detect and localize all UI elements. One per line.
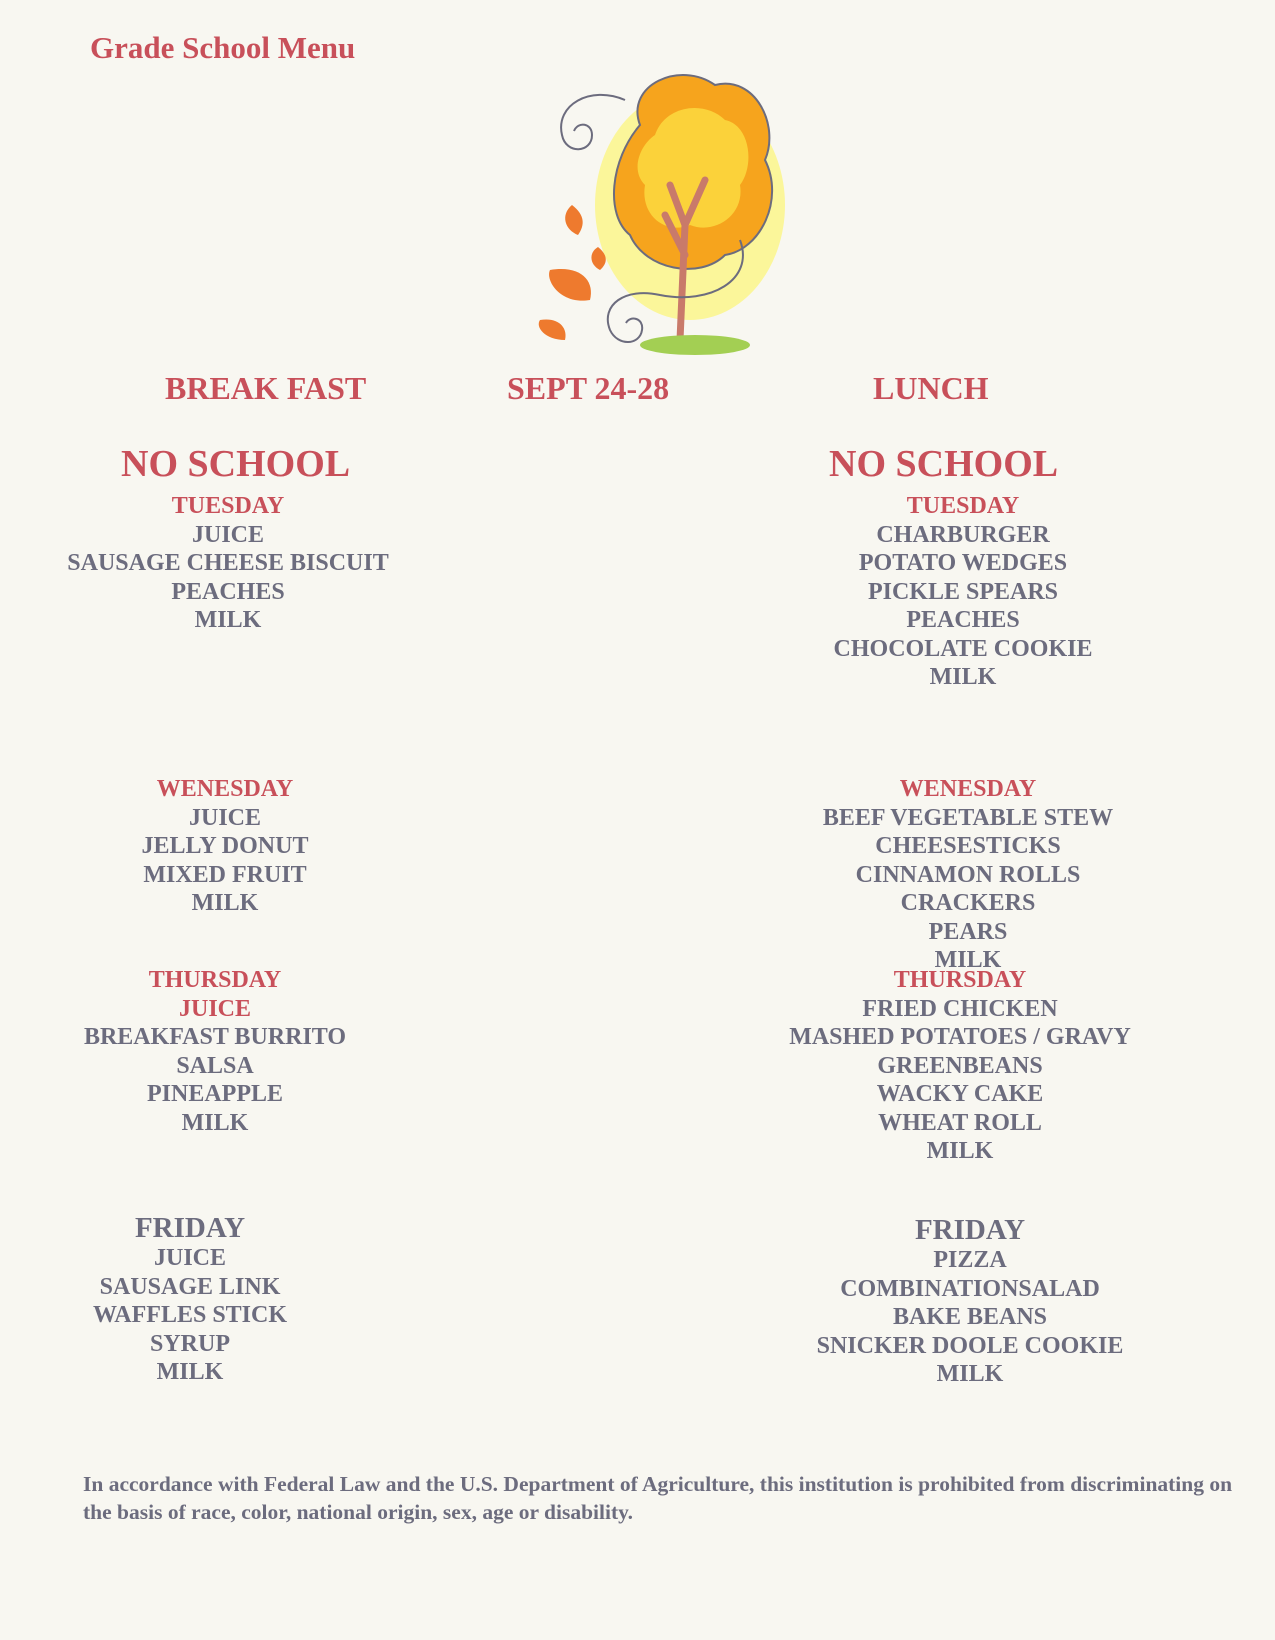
grass: [640, 335, 750, 355]
menu-item: CRACKERS: [900, 890, 1036, 916]
day-label: WENESDAY: [156, 776, 294, 802]
menu-item: SNICKER DOOLE COOKIE: [816, 1332, 1124, 1359]
menu-item: WHEAT ROLL: [878, 1109, 1042, 1136]
menu-item: PIZZA: [933, 1247, 1007, 1273]
menu-item: CINNAMON ROLLS: [855, 861, 1081, 888]
menu-item: WACKY CAKE: [876, 1081, 1044, 1107]
menu-item: PEACHES: [171, 578, 285, 605]
day-label: FRIDAY: [914, 1214, 1026, 1246]
breakfast-tuesday: [0, 492, 458, 635]
menu-item: WAFFLES STICK: [92, 1302, 288, 1328]
day-label: TUESDAY: [906, 493, 1020, 519]
day-label: THURSDAY: [148, 967, 282, 993]
menu-item: JUICE: [153, 1245, 226, 1271]
menu-item: BAKE BEANS: [892, 1304, 1048, 1330]
menu-item: JUICE: [188, 804, 261, 831]
menu-item: PINEAPPLE: [146, 1081, 283, 1107]
lunch-friday: [740, 1214, 1200, 1389]
lunch-tuesday: [733, 492, 1193, 692]
page-title: Grade School Menu: [90, 30, 356, 65]
nondiscrimination-statement: In accordance with Federal Law and the U.S. Department of Agriculture, this institution is prohibited from discriminating on the basis of race, color, national origin, sex, age or disability.: [83, 1472, 1233, 1524]
menu-item: PICKLE SPEARS: [867, 578, 1059, 605]
menu-item: MILK: [936, 1361, 1004, 1387]
menu-item: CHOCOLATE COOKIE: [833, 635, 1093, 662]
falling-leaf-icon: [539, 319, 566, 340]
breakfast-thursday: [0, 966, 445, 1137]
menu-item: BEEF VEGETABLE STEW: [822, 804, 1114, 831]
menu-item: MILK: [194, 607, 262, 633]
falling-leaf-icon: [549, 269, 591, 301]
menu-item: JUICE: [191, 521, 264, 548]
menu-item: PEARS: [928, 918, 1008, 945]
menu-item: BREAKFAST BURRITO: [83, 1024, 347, 1050]
menu-item: PEACHES: [906, 607, 1020, 633]
breakfast-header: BREAK FAST: [165, 370, 367, 406]
menu-item: SYRUP: [149, 1330, 230, 1357]
menu-item: MILK: [191, 890, 259, 916]
breakfast-friday: [0, 1212, 420, 1387]
menu-item: JUICE: [178, 995, 251, 1022]
menu-item: SAUSAGE CHEESE BISCUIT: [67, 550, 389, 576]
day-label: FRIDAY: [134, 1212, 246, 1244]
menu-item: FRIED CHICKEN: [862, 995, 1058, 1022]
falling-leaf-icon: [565, 205, 582, 235]
dates-header: SEPT 24-28: [507, 370, 670, 406]
lunch-wednesday: [738, 775, 1198, 975]
menu-item: MILK: [181, 1109, 249, 1136]
day-label: THURSDAY: [893, 967, 1027, 993]
menu-item: CHEESESTICKS: [875, 833, 1061, 859]
menu-item: MASHED POTATOES / GRAVY: [789, 1024, 1131, 1050]
menu-item: JELLY DONUT: [141, 833, 309, 859]
menu-item: MILK: [156, 1359, 224, 1385]
menu-item: MIXED FRUIT: [143, 861, 307, 888]
menu-item: SAUSAGE LINK: [99, 1273, 281, 1300]
lunch-header: LUNCH: [873, 370, 989, 406]
menu-item: COMBINATIONSALAD: [840, 1275, 1100, 1302]
lunch-thursday: [730, 966, 1190, 1166]
day-label: WENESDAY: [899, 776, 1037, 802]
day-label: TUESDAY: [171, 493, 285, 519]
menu-item: MILK: [929, 664, 997, 690]
menu-item: GREENBEANS: [877, 1052, 1043, 1079]
menu-item: MILK: [934, 947, 1002, 973]
menu-item: SALSA: [176, 1052, 254, 1079]
menu-item: POTATO WEDGES: [858, 550, 1068, 576]
breakfast-no-school: NO SCHOOL: [121, 443, 351, 485]
lunch-no-school: NO SCHOOL: [829, 443, 1059, 485]
breakfast-wednesday: [0, 775, 455, 918]
menu-item: CHARBURGER: [876, 521, 1050, 548]
menu-item: MILK: [926, 1138, 994, 1164]
autumn-tree-illustration: [530, 65, 790, 360]
